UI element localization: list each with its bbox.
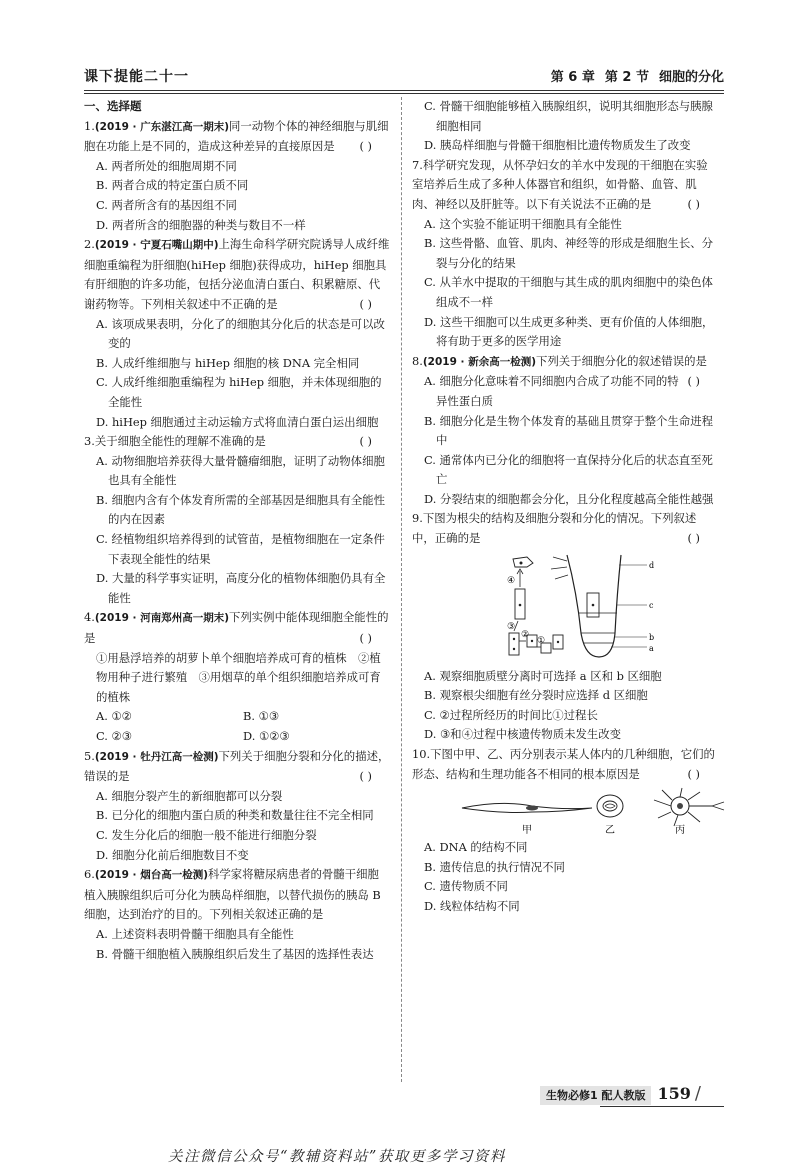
label-bing: 丙	[675, 825, 685, 837]
footer-rule	[600, 1106, 724, 1107]
option-a: A. 观察细胞质壁分离时可选择 a 区和 b 区细胞	[424, 668, 662, 683]
option-b: B. ①③	[243, 709, 280, 724]
header-chapter: 第 6 章	[550, 70, 595, 85]
label-d: d	[649, 560, 655, 570]
label-process-4: ④	[507, 575, 516, 586]
header-section: 第 2 节	[604, 70, 649, 85]
page-number: 159	[657, 1084, 691, 1103]
page-footer	[540, 1083, 701, 1105]
option-d: D. 细胞分化前后细胞数目不变	[96, 847, 249, 862]
option-d: D. 这些干细胞可以生成更多种类、更有价值的人体细胞，将有助于更多的医学用途	[424, 314, 714, 349]
column-divider	[401, 97, 402, 1082]
q-stem: 上海生命科学研究院诱导人成纤维细胞重编程为肝细胞(hiHep 细胞)获得成功，hiHep 细胞具有肝细胞的许多功能，包括分泌血清白蛋白、积累糖原、代谢药物等。下列相关叙述中不正确的是	[84, 237, 390, 311]
q-stem: 科学家将糖尿病患者的骨髓干细胞植入胰腺组织后可分化为胰岛样细胞，以替代损伤的胰岛 B 细胞，达到治疗的目的。下列相关叙述正确的是	[84, 867, 381, 922]
q-num: 2.	[84, 237, 95, 252]
options-row-2	[84, 727, 390, 747]
option-d: D. ③和④过程中核遗传物质未发生改变	[424, 727, 622, 742]
handwritten-note: 关注微信公众号“教辅资料站”获取更多学习资料	[168, 1149, 506, 1165]
option-d: D. 两者所含的细胞器的种类与数目不一样	[96, 217, 306, 232]
option-b: B. 遗传信息的执行情况不同	[424, 859, 565, 874]
option-a: A. ①②	[96, 709, 132, 724]
option-d: D. 线粒体结构不同	[424, 899, 520, 913]
header-topic: 细胞的分化	[658, 70, 724, 85]
option-b: B. 观察根尖细胞有丝分裂时应选择 d 区细胞	[424, 688, 648, 703]
option-a: A. 动物细胞培养获得大量骨髓瘤细胞，证明了动物体细胞也具有全能性	[96, 453, 385, 488]
option-a: A. 上述资料表明骨髓干细胞具有全能性	[96, 926, 294, 941]
option-c: C. ②③	[96, 729, 132, 743]
option-b: B. 细胞内含有个体发育所需的全部基因是细胞具有全能性的内在因素	[96, 492, 385, 527]
q-num: 4.	[84, 610, 95, 625]
root-tip-figure	[507, 553, 727, 661]
option-a: A. 细胞分裂产生的新细胞都可以分裂	[96, 788, 283, 803]
q-num: 6.	[84, 867, 95, 882]
q-source: (2019 · 烟台高一检测)	[94, 869, 208, 882]
q-num: 8.	[412, 353, 423, 368]
q-stem: 下图为根尖的结构及细胞分裂和分化的情况。下列叙述中，正确的是	[412, 511, 697, 546]
q-source: (2019 · 牡丹江高一检测)	[94, 750, 219, 763]
question-1	[84, 117, 390, 236]
question-10	[412, 745, 718, 917]
q-num: 3.	[84, 434, 95, 449]
question-4	[84, 608, 390, 746]
answer-paren: ( )	[359, 139, 372, 154]
answer-paren: ( )	[359, 631, 372, 646]
label-yi: 乙	[605, 825, 615, 837]
answer-paren: ( )	[687, 374, 700, 389]
answer-paren: ( )	[687, 766, 700, 781]
option-a: A. DNA 的结构不同	[424, 840, 528, 855]
cell-types-figure	[442, 786, 742, 836]
right-column	[412, 97, 718, 917]
option-b: B. 已分化的细胞内蛋白质的种类和数量往往不完全相同	[96, 808, 374, 823]
header-rule-thin	[84, 93, 724, 94]
option-a: A. 该项成果表明，分化了的细胞其分化后的状态是可以改变的	[96, 316, 385, 351]
section-title: 一、选择题	[84, 99, 142, 113]
option-b: B. 这些骨骼、血管、肌肉、神经等的形成是细胞生长、分裂与分化的结果	[424, 236, 713, 270]
question-7	[412, 156, 718, 352]
options-row-1	[84, 707, 390, 727]
q-stem: 下列关于细胞分化的叙述错误的是	[536, 353, 707, 368]
option-b: B. 人成纤维细胞与 hiHep 细胞的核 DNA 完全相同	[96, 355, 360, 370]
q-num: 9.	[412, 511, 423, 526]
q-stem: 下图中甲、乙、丙分别表示某人体内的几种细胞，它们的形态、结构和生理功能各不相同的根本原因是	[412, 747, 715, 781]
footer-book: 生物必修1 配人教版	[540, 1086, 651, 1105]
header-chapter-info	[541, 66, 724, 85]
q-source: (2019 · 河南郑州高一期末)	[94, 612, 229, 625]
q-num: 7.	[412, 157, 423, 172]
option-d: D. 分裂结束的细胞都会分化，且分化程度越高全能性越强	[424, 491, 714, 506]
answer-paren: ( )	[359, 769, 372, 784]
q-stem: 科学研究发现，从怀孕妇女的羊水中发现的干细胞在实验室培养后生成了多种人体器官和组织，如骨骼、血管、肌肉、神经以及肝脏等。以下有关说法不正确的是	[412, 157, 708, 211]
header-title: 课下提能二十一	[84, 69, 189, 85]
question-6-cont	[412, 97, 718, 156]
label-b: b	[649, 632, 655, 642]
q-source: (2019 · 宁夏石嘴山期中)	[94, 239, 219, 252]
option-c: C. 遗传物质不同	[424, 879, 508, 894]
q-source: (2019 · 新余高一检测)	[422, 355, 536, 368]
label-process-3: ③	[507, 621, 516, 632]
q-stem: 下列实例中能体现细胞全能性的是	[84, 610, 389, 646]
answer-paren: ( )	[687, 196, 700, 211]
option-c: C. 人成纤维细胞重编程为 hiHep 细胞，并未体现细胞的全能性	[96, 375, 382, 409]
option-c: C. 从羊水中提取的干细胞与其生成的肌肉细胞中的染色体组成不一样	[424, 275, 713, 309]
left-column	[84, 97, 390, 964]
option-c: C. 两者所含有的基因组不同	[96, 197, 237, 212]
question-3	[84, 432, 390, 608]
option-c: C. 骨髓干细胞能够植入胰腺组织，说明其细胞形态与胰腺细胞相同	[424, 99, 713, 133]
option-c: C. 经植物组织培养得到的试管苗，是植物细胞在一定条件下表现全能性的结果	[96, 532, 385, 566]
root-tip-diagram	[507, 553, 727, 661]
question-5	[84, 747, 390, 866]
q-num: 5.	[84, 748, 95, 763]
question-8	[412, 352, 718, 510]
option-b: B. 两者合成的特定蛋白质不同	[96, 178, 249, 193]
label-a: a	[649, 643, 654, 653]
q-stem: 关于细胞全能性的理解不准确的是	[94, 434, 266, 449]
q-items: ①用悬浮培养的胡萝卜单个细胞培养成可育的植株 ②植物用种子进行繁殖 ③用烟草的单个组织细胞培养成可育的植株	[96, 650, 381, 704]
q-num: 1.	[84, 118, 95, 133]
option-a: A. 细胞分化意味着不同细胞内合成了功能不同的特异性蛋白质	[424, 374, 679, 408]
label-c: c	[649, 600, 654, 610]
answer-paren: ( )	[359, 434, 372, 449]
label-process-1: ①	[537, 635, 546, 646]
q-stem: 同一动物个体的神经细胞与肌细胞在功能上是不同的，造成这种差异的直接原因是	[84, 118, 389, 154]
answer-paren: ( )	[359, 296, 372, 311]
cell-types-diagram	[442, 786, 742, 836]
option-d: D. 大量的科学事实证明，高度分化的植物体细胞仍具有全能性	[96, 571, 386, 605]
question-2	[84, 235, 390, 432]
label-jia: 甲	[522, 825, 532, 837]
q-source: (2019 · 广东湛江高一期末)	[94, 120, 229, 133]
option-d: D. 胰岛样细胞与骨髓干细胞相比遗传物质发生了改变	[424, 138, 691, 153]
question-9	[412, 509, 718, 745]
option-d: D. hiHep 细胞通过主动运输方式将血清白蛋白运出细胞	[96, 414, 379, 429]
question-6	[84, 865, 390, 964]
q-num: 10.	[412, 747, 431, 762]
answer-paren: ( )	[687, 531, 700, 546]
option-c: C. 发生分化后的细胞一般不能进行细胞分裂	[96, 827, 317, 842]
option-a: A. 两者所处的细胞周期不同	[96, 158, 237, 173]
option-b: B. 细胞分化是生物个体发育的基础且贯穿于整个生命进程中	[424, 413, 713, 448]
label-process-2: ②	[521, 629, 530, 640]
header-rule	[84, 90, 724, 91]
option-c: C. ②过程所经历的时间比①过程长	[424, 707, 598, 722]
option-b: B. 骨髓干细胞植入胰腺组织后发生了基因的选择性表达	[96, 946, 374, 961]
option-d: D. ①②③	[243, 729, 290, 743]
q-stem: 下列关于细胞分裂和分化的描述，错误的是	[84, 748, 390, 784]
footer-slash: /	[694, 1083, 701, 1104]
option-a: A. 这个实验不能证明干细胞具有全能性	[424, 216, 622, 231]
option-c: C. 通常体内已分化的细胞将一直保持分化后的状态直至死亡	[424, 452, 713, 487]
